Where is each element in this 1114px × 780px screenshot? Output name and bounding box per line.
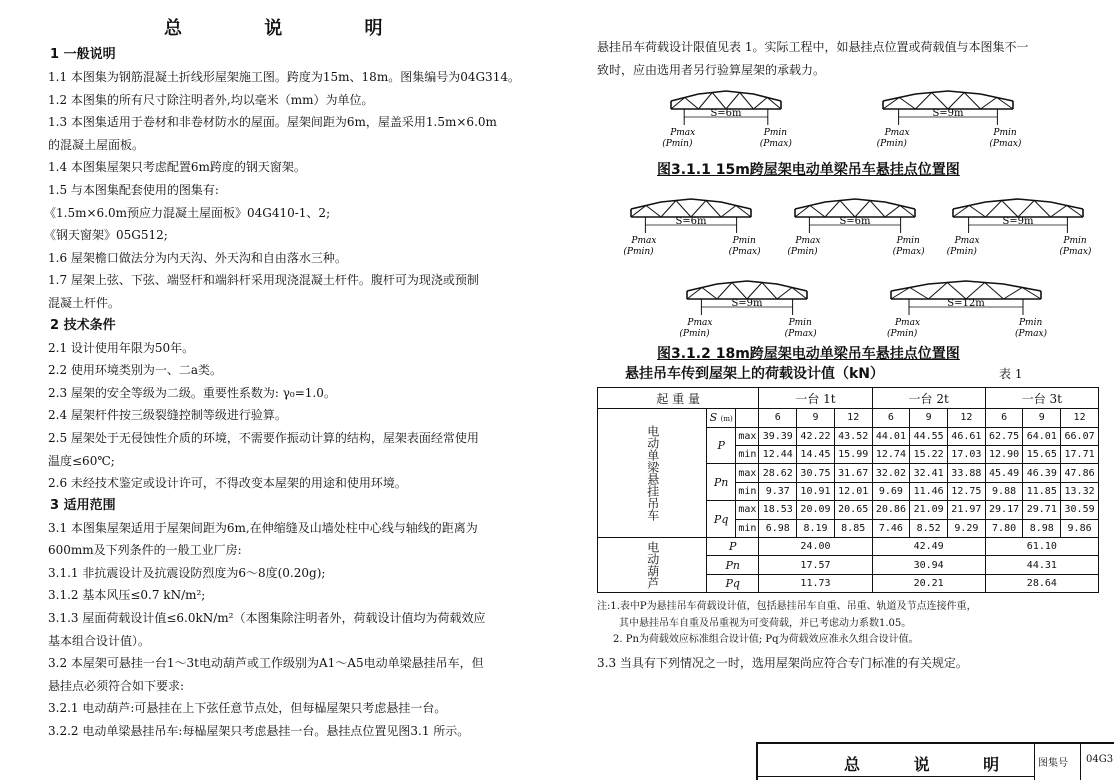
table-cell: 14.45 <box>797 445 835 463</box>
para-3-2-cont: 悬挂点必须符合如下要求: <box>48 678 185 693</box>
truss-icon <box>853 87 1043 153</box>
symbol-pq: Pq <box>707 501 736 538</box>
table-row-span <box>598 409 1099 427</box>
title-block-divider-2 <box>1080 744 1081 780</box>
section-1-heading: 1 一般说明 <box>50 47 116 62</box>
load-label-left: Pmax <box>954 236 980 247</box>
para-1-5: 1.5 与本图集配套使用的图集有: <box>48 182 219 197</box>
para-3-1-1: 3.1.1 非抗震设计及抗震设防烈度为6～8度(0.20g); <box>48 565 326 580</box>
para-1-5-ref-2: 《钢天窗架》05G512; <box>44 228 168 243</box>
title-block-divider <box>1034 744 1035 780</box>
load-label-right: Pmin <box>788 318 812 329</box>
table-cell: 9 <box>1023 409 1061 427</box>
row-min-label: min <box>736 519 759 537</box>
para-3-2-2: 3.2.2 电动单梁悬挂吊车:每榀屋架只考虑悬挂一台。悬挂点位置见图3.1 所示。 <box>48 724 470 739</box>
table-cell: 17.57 <box>759 556 872 574</box>
table-cell: 10.91 <box>797 482 835 500</box>
table-cell: 6.98 <box>759 519 797 537</box>
load-table <box>597 387 1099 593</box>
para-2-4: 2.4 屋架杆件按三级裂缝控制等级进行验算。 <box>48 408 287 423</box>
load-label-right: Pmin <box>1019 318 1043 329</box>
load-label-left: Pmax <box>795 236 821 247</box>
truss-icon <box>657 277 837 343</box>
title-block-line <box>758 776 1034 777</box>
para-3-2: 3.2 本屋架可悬挂一台1～3t电动葫芦或工作级别为A1～A5电动单梁悬挂吊车，但 <box>48 656 484 671</box>
right-column <box>597 36 1102 685</box>
truss-diagram-18m-s6-a <box>601 195 781 265</box>
table-cell: 62.75 <box>985 427 1023 445</box>
para-3-1: 3.1 本图集屋架适用于屋架间距为6m,在伸缩缝及山墙处柱中心线与轴线的距离为 <box>48 520 478 535</box>
truss-diagram-18m-s9-b <box>657 277 837 347</box>
table-cell: 15.99 <box>834 445 872 463</box>
table-cell: 15.22 <box>910 445 948 463</box>
table-cell: 6 <box>759 409 797 427</box>
load-label-right: Pmin <box>732 236 756 247</box>
row-min-label: min <box>736 445 759 463</box>
table-cell: 61.10 <box>985 537 1098 555</box>
truss-diagram-15m-s6 <box>641 87 811 157</box>
table-cell: 28.64 <box>985 574 1098 592</box>
table-cell: 9.29 <box>948 519 986 537</box>
load-label-left: Pmax <box>670 128 696 139</box>
note-2: 2. Pn为荷载效应标准组合设计值; Pq为荷载效应准永久组合设计值。 <box>613 634 919 646</box>
table-cell: 32.02 <box>872 464 910 482</box>
table-number: 表 1 <box>999 367 1023 382</box>
row-max-label: max <box>736 427 759 445</box>
load-label-right: Pmin <box>993 128 1017 139</box>
table-cell: 28.62 <box>759 464 797 482</box>
table-cell: 9.37 <box>759 482 797 500</box>
span-dimension-label: S=6m <box>675 216 707 228</box>
load-label-left-alt: (Pmin) <box>679 329 710 340</box>
title-block <box>756 742 1114 780</box>
load-label-right-alt: (Pmax) <box>784 329 817 340</box>
table-header-row <box>598 388 1099 409</box>
atlas-number-label: 图集号 <box>1038 758 1068 769</box>
table-cell: 31.67 <box>834 464 872 482</box>
table-cell: 20.86 <box>872 501 910 519</box>
para-3-2-1: 3.2.1 电动葫芦:可悬挂在上下弦任意节点处，但每榀屋架只考虑悬挂一台。 <box>48 701 447 716</box>
span-dimension-label: S=9m <box>932 108 964 120</box>
load-label-left: Pmax <box>895 318 921 329</box>
para-2-5: 2.5 屋架处于无侵蚀性介质的环境，不需要作振动计算的结构，屋架表面经常使用 <box>48 430 479 445</box>
table-cell: 12 <box>1061 409 1099 427</box>
table-cell: 9.86 <box>1061 519 1099 537</box>
span-dimension-label: S=9m <box>731 298 763 310</box>
table-cell: 8.52 <box>910 519 948 537</box>
para-1-1: 1.1 本图集为钢筋混凝土折线形屋架施工图。跨度为15m、18m。图集编号为04G314。 <box>48 70 520 84</box>
para-1-2: 1.2 本图集的所有尺寸除注明者外,均以毫米（mm）为单位。 <box>48 92 374 107</box>
table-cell: 17.71 <box>1061 445 1099 463</box>
para-1-5-ref-1: 《1.5m×6.0m预应力混凝土屋面板》04G410-1、2; <box>44 205 331 220</box>
para-3-1-3-cont: 基本组合设计值）。 <box>48 633 151 648</box>
table-cell: 44.31 <box>985 556 1098 574</box>
table-cell: 24.00 <box>759 537 872 555</box>
table-cell: 9 <box>910 409 948 427</box>
table-cell: 21.09 <box>910 501 948 519</box>
table-cell: 6 <box>872 409 910 427</box>
table-cell: 46.61 <box>948 427 986 445</box>
load-label-left: Pmax <box>631 236 657 247</box>
truss-icon <box>923 195 1113 261</box>
table-cell: 42.22 <box>797 427 835 445</box>
truss-icon <box>601 195 781 261</box>
table-cell: 8.98 <box>1023 519 1061 537</box>
truss-icon <box>861 277 1071 343</box>
load-label-left-alt: (Pmin) <box>662 139 693 150</box>
load-label-right-alt: (Pmax) <box>759 139 792 150</box>
table-cell: 46.39 <box>1023 464 1061 482</box>
load-label-right-alt: (Pmax) <box>892 247 925 258</box>
table-cell: 18.53 <box>759 501 797 519</box>
table-cell: 64.01 <box>1023 427 1061 445</box>
truss-diagram-18m-s6-b <box>765 195 945 265</box>
header-group-2t: 一台 2t <box>872 388 985 409</box>
table-cell: 20.21 <box>872 574 985 592</box>
para-1-4: 1.4 本图集屋架只考虑配置6m跨度的钢天窗架。 <box>48 160 306 175</box>
document-title: 总 说 明 <box>164 18 421 39</box>
row-group-hoist: 电动葫芦 <box>598 537 707 592</box>
para-2-2: 2.2 使用环境类别为一、二a类。 <box>48 363 223 378</box>
table-cell: 33.88 <box>948 464 986 482</box>
span-dimension-label: S=6m <box>710 108 742 120</box>
symbol-p: P <box>707 427 736 464</box>
truss-icon <box>641 87 811 153</box>
table-row-hoist-p <box>598 537 1099 555</box>
table-cell: 7.80 <box>985 519 1023 537</box>
table-cell: 15.65 <box>1023 445 1061 463</box>
table-cell: 30.94 <box>872 556 985 574</box>
para-2-1: 2.1 设计使用年限为50年。 <box>48 340 195 355</box>
header-group-3t: 一台 3t <box>985 388 1098 409</box>
table-title-row <box>597 363 1102 383</box>
load-label-right-alt: (Pmax) <box>1059 247 1092 258</box>
table-cell: 30.75 <box>797 464 835 482</box>
load-label-left-alt: (Pmin) <box>946 247 977 258</box>
symbol-hoist-pq: Pq <box>707 574 759 592</box>
para-3-2-2-cont-b: 致时，应由选用者另行验算屋架的承载力。 <box>597 62 826 77</box>
table-cell: 44.01 <box>872 427 910 445</box>
para-1-3-cont: 的混凝土屋面板。 <box>48 137 145 152</box>
para-2-5-cont: 温度≤60℃; <box>48 453 115 468</box>
load-label-left-alt: (Pmin) <box>623 247 654 258</box>
load-label-right-alt: (Pmax) <box>1015 329 1048 340</box>
table-cell: 39.39 <box>759 427 797 445</box>
figure-3-1-1-caption: 图3.1.1 15m跨屋架电动单梁吊车悬挂点位置图 <box>657 162 960 179</box>
para-2-6: 2.6 未经技术鉴定或设计许可，不得改变本屋架的用途和使用环境。 <box>48 476 407 491</box>
table-cell: 29.17 <box>985 501 1023 519</box>
symbol-hoist-pn: Pn <box>707 556 759 574</box>
para-3-2-2-cont-a: 悬挂吊车荷载设计限值见表 1。实际工程中，如悬挂点位置或荷载值与本图集不一 <box>597 40 1029 54</box>
table-cell: 12.01 <box>834 482 872 500</box>
atlas-number-value: 04G3 <box>1086 754 1114 765</box>
header-group-1t: 一台 1t <box>759 388 872 409</box>
table-title: 悬挂吊车传到屋架上的荷载设计值（kN） <box>625 366 885 383</box>
para-1-7: 1.7 屋架上弦、下弦、端竖杆和端斜杆采用现浇混凝土杆件。腹杆可为现浇或预制 <box>48 273 479 288</box>
table-cell: 45.49 <box>985 464 1023 482</box>
truss-diagram-15m-s9 <box>853 87 1043 157</box>
table-notes <box>597 599 1102 649</box>
para-1-3: 1.3 本图集适用于卷材和非卷材防水的屋面。屋架间距为6m，屋盖采用1.5m×6.0m <box>48 115 497 130</box>
para-3-3: 3.3 当具有下列情况之一时，选用屋架尚应符合专门标准的有关规定。 <box>597 655 968 670</box>
row-max-label: max <box>736 501 759 519</box>
table-cell: 12.44 <box>759 445 797 463</box>
table-cell: 7.46 <box>872 519 910 537</box>
load-label-left-alt: (Pmin) <box>876 139 907 150</box>
table-cell: 12.90 <box>985 445 1023 463</box>
table-cell: 29.71 <box>1023 501 1061 519</box>
para-3-1-cont: 600mm及下列条件的一般工业厂房: <box>48 543 242 558</box>
title-block-title: 总 说 明 <box>844 755 1024 774</box>
table-cell: 12.75 <box>948 482 986 500</box>
table-cell: 30.59 <box>1061 501 1099 519</box>
section-3-heading: 3 适用范围 <box>50 497 116 513</box>
load-label-left-alt: (Pmin) <box>887 329 918 340</box>
table-cell: 44.55 <box>910 427 948 445</box>
table-cell: 13.32 <box>1061 482 1099 500</box>
table-cell: 20.09 <box>797 501 835 519</box>
span-label: S (m) <box>707 409 736 427</box>
para-2-3: 2.3 屋架的安全等级为二级。重要性系数为: γ₀=1.0。 <box>48 385 336 400</box>
table-cell: 8.85 <box>834 519 872 537</box>
table-cell: 47.86 <box>1061 464 1099 482</box>
truss-diagrams <box>597 81 1102 363</box>
truss-diagram-18m-s9-a <box>923 195 1113 265</box>
table-cell: 32.41 <box>910 464 948 482</box>
row-group-crane: 电动单梁悬挂吊车 <box>598 409 707 538</box>
table-cell: 42.49 <box>872 537 985 555</box>
load-label-left: Pmax <box>884 128 910 139</box>
figure-3-1-2-caption: 图3.1.2 18m跨屋架电动单梁吊车悬挂点位置图 <box>657 346 960 363</box>
row-min-label: min <box>736 482 759 500</box>
table-cell: 6 <box>985 409 1023 427</box>
para-1-6: 1.6 屋架檐口做法分为内天沟、外天沟和自由落水三种。 <box>48 250 347 265</box>
truss-diagram-18m-s12 <box>861 277 1071 347</box>
table-cell: 12 <box>948 409 986 427</box>
table-cell: 12.74 <box>872 445 910 463</box>
table-cell: 66.07 <box>1061 427 1099 445</box>
table-cell: 9.88 <box>985 482 1023 500</box>
section-2-heading: 2 技术条件 <box>50 317 116 333</box>
load-label-right: Pmin <box>763 128 788 139</box>
table-cell: 9.69 <box>872 482 910 500</box>
load-label-right: Pmin <box>1063 236 1087 247</box>
symbol-hoist-p: P <box>707 537 759 555</box>
para-1-7-cont: 混凝土杆件。 <box>48 295 121 310</box>
load-label-right-alt: (Pmax) <box>989 139 1022 150</box>
table-cell: 21.97 <box>948 501 986 519</box>
table-cell: 17.03 <box>948 445 986 463</box>
table-cell: 43.52 <box>834 427 872 445</box>
load-label-right-alt: (Pmax) <box>728 247 761 258</box>
table-cell: 20.65 <box>834 501 872 519</box>
load-label-right: Pmin <box>896 236 920 247</box>
symbol-pn: Pn <box>707 464 736 501</box>
left-column <box>44 14 564 743</box>
span-label-blank <box>736 409 759 427</box>
table-cell: 11.46 <box>910 482 948 500</box>
load-label-left-alt: (Pmin) <box>787 247 818 258</box>
table-cell: 8.19 <box>797 519 835 537</box>
load-label-left: Pmax <box>687 318 713 329</box>
para-3-1-2: 3.1.2 基本风压≤0.7 kN/m²; <box>48 588 206 603</box>
table-cell: 11.73 <box>759 574 872 592</box>
table-cell: 12 <box>834 409 872 427</box>
table-cell: 11.85 <box>1023 482 1061 500</box>
row-max-label: max <box>736 464 759 482</box>
para-3-1-3: 3.1.3 屋面荷载设计值≤6.0kN/m²（本图集除注明者外，荷载设计值均为荷载效应 <box>48 611 486 626</box>
span-dimension-label: S=6m <box>839 216 871 228</box>
truss-icon <box>765 195 945 261</box>
header-lift-capacity: 起 重 量 <box>598 388 759 409</box>
span-dimension-label: S=12m <box>947 298 985 310</box>
table-cell: 9 <box>797 409 835 427</box>
note-1: 注:1.表中P为悬挂吊车荷载设计值，包括悬挂吊车自重、吊重、轨道及节点连接件重， <box>597 601 977 613</box>
span-dimension-label: S=9m <box>1002 216 1034 228</box>
note-1-cont: 其中悬挂吊车自重及吊重视为可变荷载，并已考虑动力系数1.05。 <box>619 617 912 629</box>
